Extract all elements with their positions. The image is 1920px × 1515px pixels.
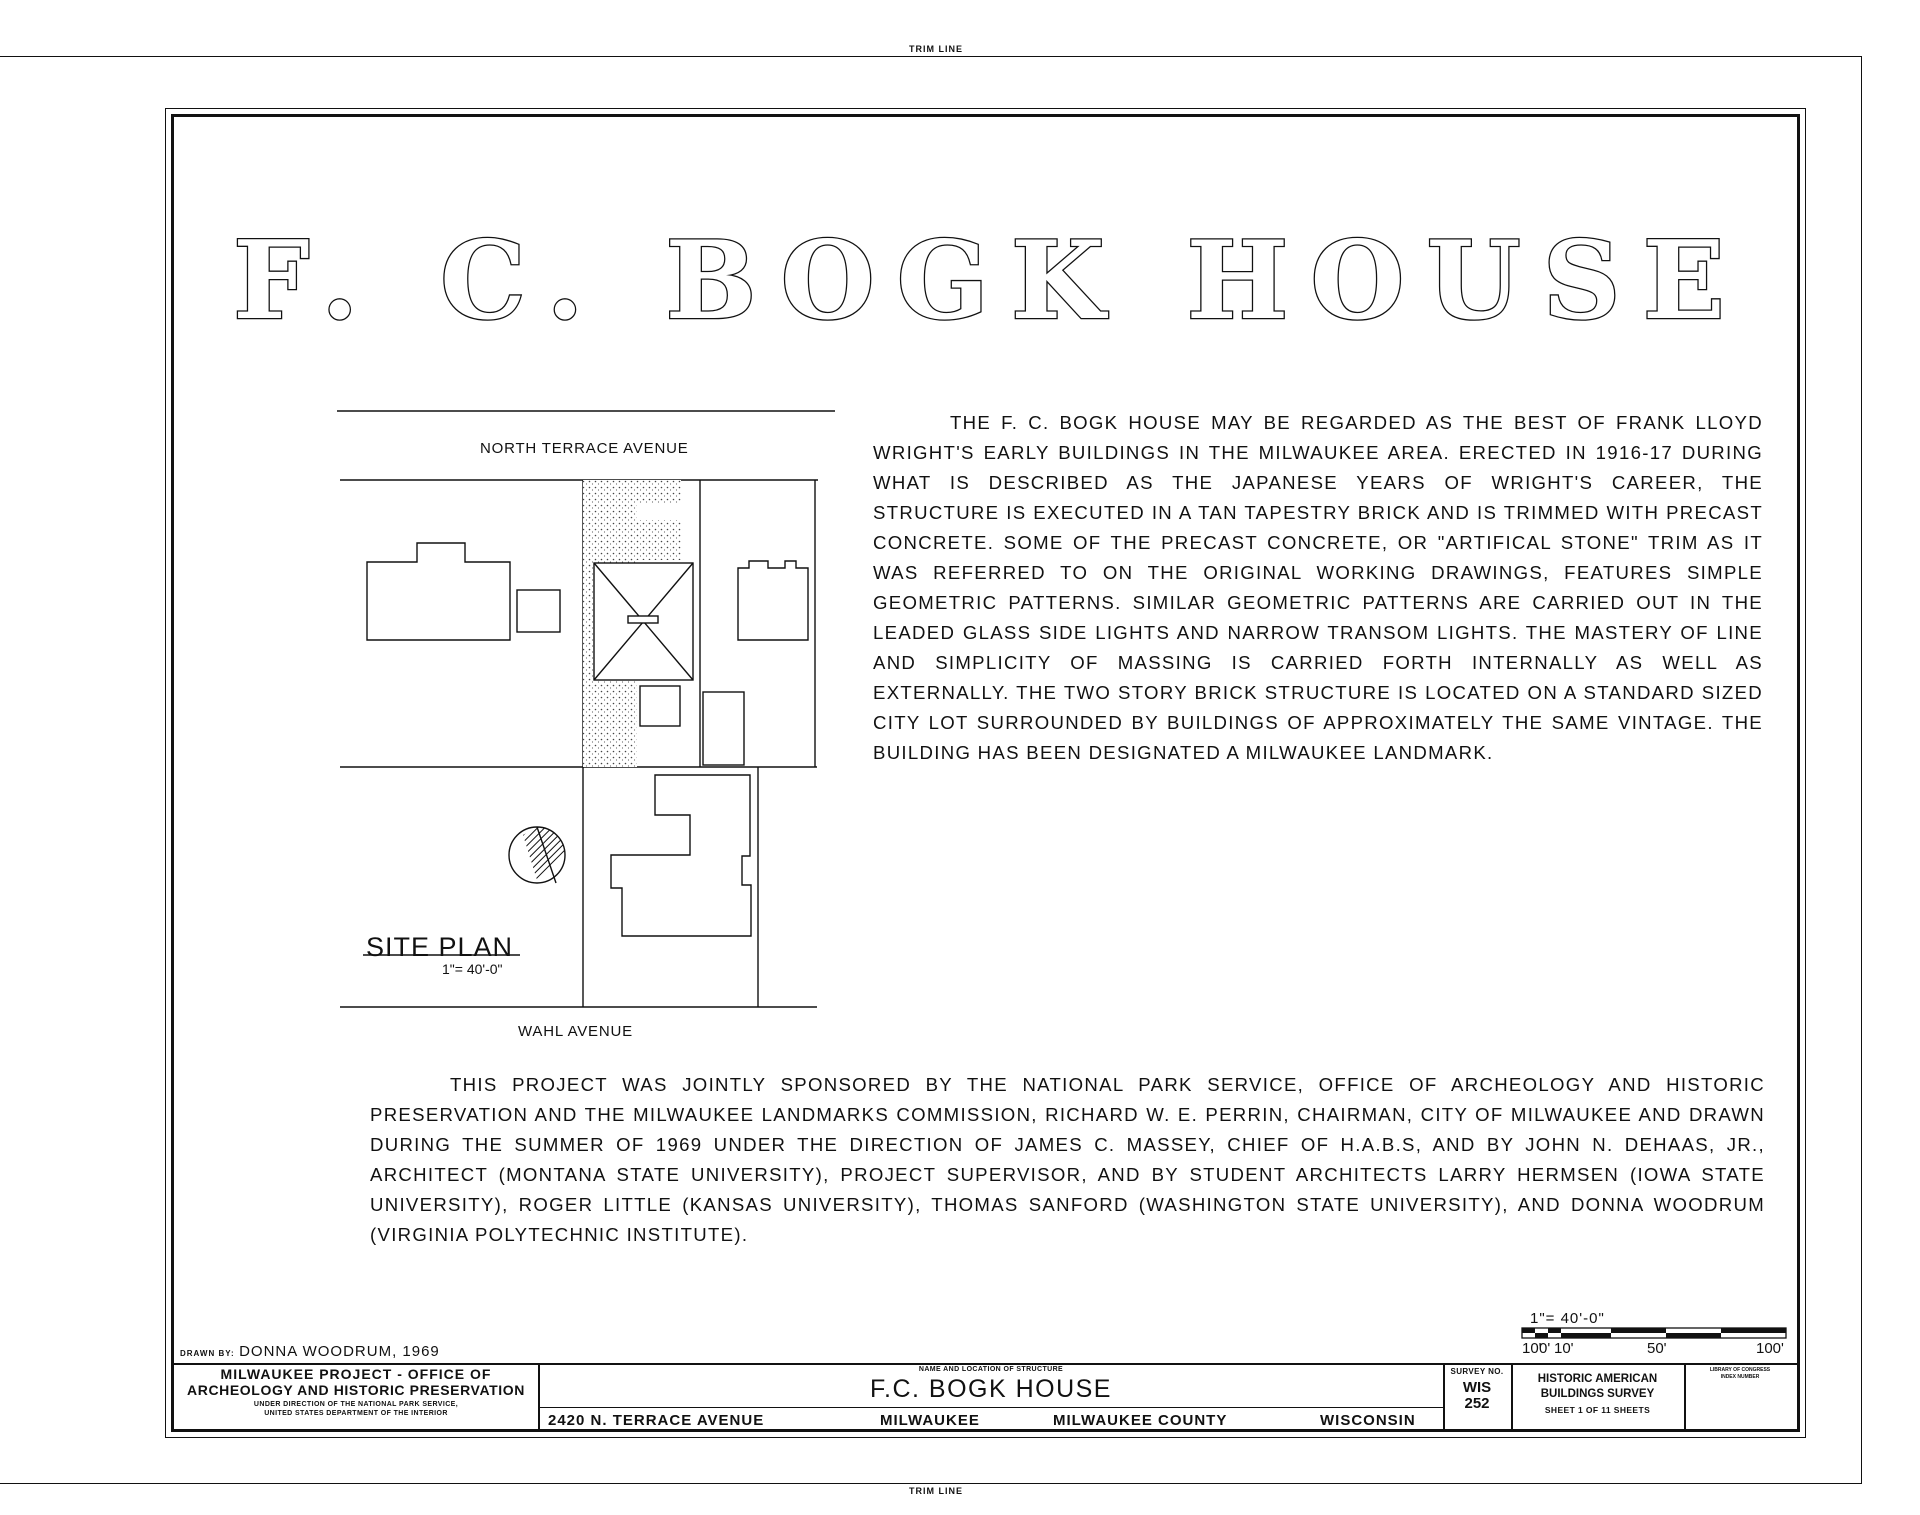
drawn-by: [180, 1343, 440, 1361]
description-text: THE F. C. BOGK HOUSE MAY BE REGARDED AS THE BEST OF FRANK LLOYD WRIGHT'S EARLY BUILDINGS IN THE MILWAUKEE AREA. ERECTED IN 1916-17 DURING WHAT IS DESCRIBED AS THE JAPANESE YEARS OF WRIGHT'S CAREER, THE STRUCTURE IS EXECUTED IN A TAN TAPESTRY BRICK AND IS TRIMMED WITH PRECAST CONCRETE. SOME OF THE PRECAST CONCRETE, OR "ARTIFICAL STONE" TRIM AS IT WAS REFERRED TO ON THE ORIGINAL WORKING DRAWINGS, FEATURES SIMPLE GEOMETRIC PATTERNS. SIMILAR GEOMETRIC PATTERNS ARE CARRIED OUT IN THE LEADED GLASS SIDE LIGHTS AND NARROW TRANSOM LIGHTS. THE MASTERY OF LINE AND SIMPLICITY OF MASSING IS CARRIED FORTH INTERNALLY AS WELL AS EXTERNALLY. THE TWO STORY BRICK STRUCTURE IS LOCATED ON A STANDARD SIZED CITY LOT SURROUNDED BY BUILDINGS OF APPROXIMATELY THE SAME VINTAGE. THE BUILDING HAS BEEN DESIGNATED A MILWAUKEE LANDMARK.: [873, 412, 1763, 763]
habs-line-1: HISTORIC AMERICAN: [1537, 1373, 1658, 1385]
office-line-1: MILWAUKEE PROJECT - OFFICE OF: [220, 1366, 492, 1382]
chimney: [628, 616, 658, 623]
trim-line-label-top: TRIM LINE: [909, 44, 963, 54]
scale-tick-label: 100': [1756, 1340, 1784, 1357]
neighbor-house-east: [738, 561, 808, 640]
neighbor-garage-east: [703, 692, 744, 765]
scale-tick-labels: [1522, 1340, 1792, 1358]
loc-label-line-1: LIBRARY OF CONGRESS: [1709, 1367, 1771, 1373]
trim-line-label-bottom: TRIM LINE: [909, 1486, 963, 1496]
neighbor-house-south: [611, 775, 751, 936]
drawn-by-value: DONNA WOODRUM, 1969: [239, 1343, 440, 1360]
state: WISCONSIN: [1320, 1412, 1416, 1429]
trim-line-bottom: [0, 1483, 1862, 1484]
scale-tick-label: 10': [1554, 1340, 1574, 1357]
office-line-4: UNITED STATES DEPARTMENT OF THE INTERIOR: [264, 1410, 448, 1417]
sheet-number: SHEET 1 OF 11 SHEETS: [1544, 1405, 1651, 1415]
drawn-by-label: DRAWN BY:: [180, 1349, 235, 1358]
office-line-3: UNDER DIRECTION OF THE NATIONAL PARK SERVICE,: [253, 1401, 459, 1408]
scale-tick-label: 50': [1647, 1340, 1667, 1357]
trim-line-top: [0, 56, 1862, 57]
side-planting: [583, 520, 681, 560]
site-plan-title: SITE PLAN: [366, 932, 514, 962]
street-label-south: WAHL AVENUE: [518, 1023, 633, 1040]
address: 2420 N. TERRACE AVENUE: [548, 1412, 765, 1429]
loc-label-line-2: INDEX NUMBER: [1720, 1374, 1760, 1380]
scale-tick-label: 0': [1539, 1340, 1551, 1357]
credits-text: THIS PROJECT WAS JOINTLY SPONSORED BY THE NATIONAL PARK SERVICE, OFFICE OF ARCHEOLOGY AND HISTORIC PRESERVATION AND THE MILWAUKEE LANDMARKS COMMISSION, RICHARD W. E. PERRIN, CHAIRMAN, CITY OF MILWAUKEE AND DRAWN DURING THE SUMMER OF 1969 UNDER THE DIRECTION OF JAMES C. MASSEY, CHIEF OF H.A.B.S, AND BY JOHN N. DEHAAS, JR., ARCHITECT (MONTANA STATE UNIVERSITY), PROJECT SUPERVISOR, AND BY STUDENT ARCHITECTS LARRY HERMSEN (IOWA STATE UNIVERSITY), ROGER LITTLE (KANSAS UNIVERSITY), THOMAS SANFORD (WASHINGTON STATE UNIVERSITY), AND DONNA WOODRUM (VIRGINIA POLYTECHNIC INSTITUTE).: [370, 1074, 1765, 1245]
street-label-north: NORTH TERRACE AVENUE: [480, 440, 689, 457]
scale-tick-label: 10': [1522, 1340, 1542, 1357]
site-plan-scale: 1"= 40'-0": [442, 961, 503, 977]
trim-line-right: [1861, 56, 1862, 1483]
name-location-label: NAME AND LOCATION OF STRUCTURE: [918, 1366, 1064, 1373]
city: MILWAUKEE: [880, 1412, 980, 1429]
habs-line-2: BUILDINGS SURVEY: [1540, 1388, 1655, 1400]
sheet-title: F. C. BOGK HOUSE: [233, 218, 1747, 344]
title-block-rule: [538, 1407, 1443, 1408]
office-line-2: ARCHEOLOGY AND HISTORIC PRESERVATION: [187, 1382, 525, 1398]
porch: [640, 686, 680, 726]
survey-no-line-2: 252: [1464, 1395, 1490, 1412]
neighbor-garage-west: [517, 590, 560, 632]
front-yard-planting: [583, 480, 681, 504]
survey-no-line-1: WIS: [1462, 1379, 1492, 1396]
county: MILWAUKEE COUNTY: [1053, 1412, 1228, 1429]
structure-name: F.C. BOGK HOUSE: [870, 1375, 1112, 1403]
neighbor-house-west: [367, 543, 510, 640]
survey-no-label: SURVEY NO.: [1450, 1367, 1504, 1376]
scale-bar-label: 1"= 40'-0": [1530, 1310, 1605, 1327]
site-plan-drawing: [270, 400, 850, 1060]
